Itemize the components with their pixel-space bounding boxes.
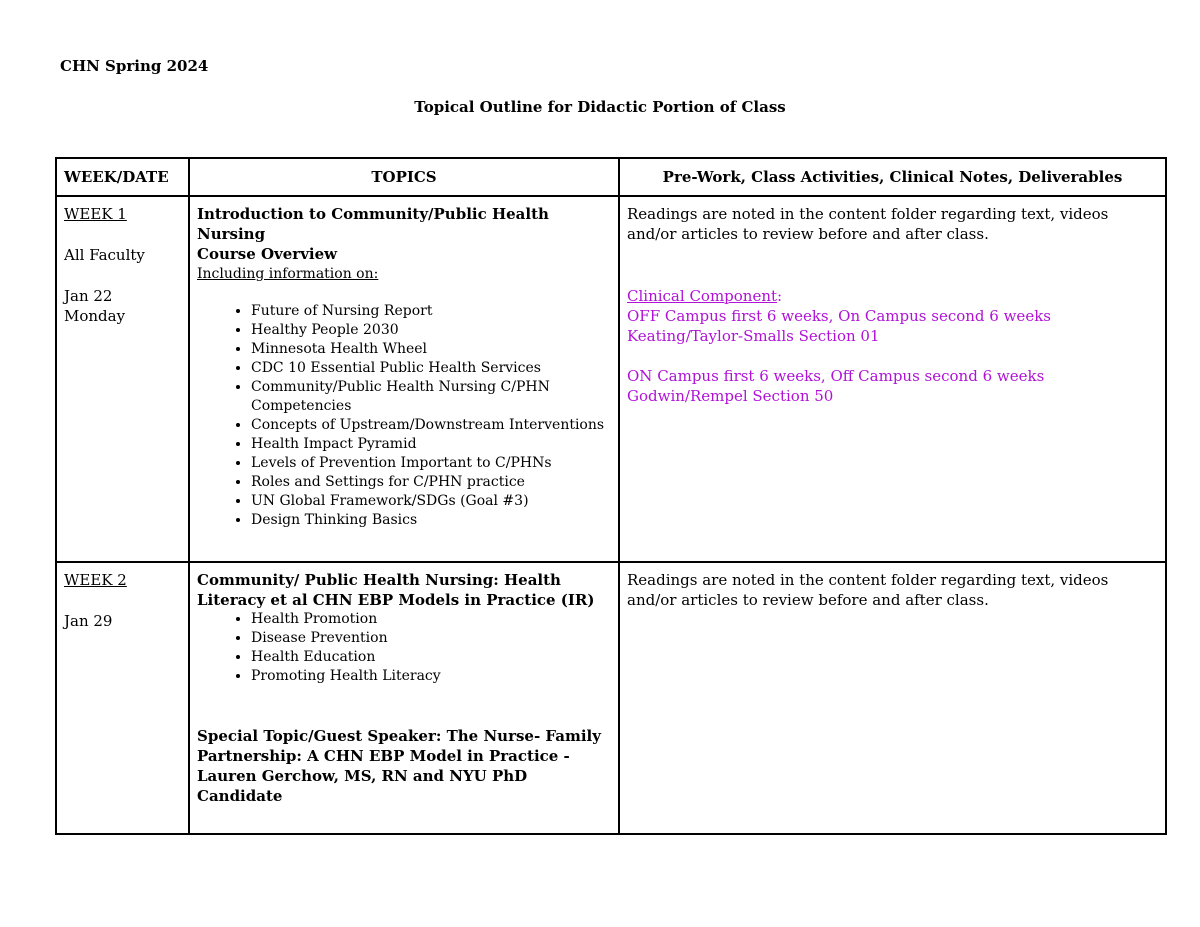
week-1-topic-subtitle: Course Overview bbox=[197, 245, 338, 263]
week-2-readings-note: Readings are noted in the content folder regarding text, videos and/or articles to review before and after class. bbox=[627, 571, 1109, 609]
week-2-guest-speaker: Special Topic/Guest Speaker: The Nurse- Family Partnership: A CHN EBP Model in Practice - Lauren Gerchow, MS, RN and NYU PhD Candidate bbox=[197, 727, 601, 805]
document-header: CHN Spring 2024 bbox=[60, 57, 209, 75]
week-2-date-cell bbox=[56, 562, 189, 834]
document-title: Topical Outline for Didactic Portion of Class bbox=[414, 98, 786, 116]
list-item: • Promoting Health Literacy bbox=[251, 667, 611, 686]
week-1-day: Monday bbox=[64, 307, 126, 325]
clinical-component-link[interactable]: Clinical Component bbox=[627, 287, 778, 305]
week-1-readings-note: Readings are noted in the content folder regarding text, videos and/or articles to review before and after class. bbox=[627, 205, 1109, 243]
column-header-week: WEEK/DATE bbox=[56, 158, 189, 196]
week-1-date-cell bbox=[56, 196, 189, 562]
column-header-notes: Pre-Work, Class Activities, Clinical Notes, Deliverables bbox=[619, 158, 1166, 196]
week-1-clinical-heading bbox=[627, 286, 1158, 306]
list-item: • Levels of Prevention Important to C/PHNs bbox=[251, 454, 611, 473]
outline-table bbox=[55, 157, 1167, 835]
clinical-schedule-on-campus: ON Campus first 6 weeks, Off Campus second 6 weeks bbox=[627, 367, 1045, 385]
week-2-date: Jan 29 bbox=[64, 612, 113, 630]
list-item: • CDC 10 Essential Public Health Services bbox=[251, 359, 611, 378]
clinical-colon: : bbox=[777, 287, 783, 305]
clinical-section-50: Godwin/Rempel Section 50 bbox=[627, 387, 834, 405]
week-2-notes-cell bbox=[619, 562, 1166, 834]
list-item: • Roles and Settings for C/PHN practice bbox=[251, 473, 611, 492]
column-header-topics: TOPICS bbox=[189, 158, 619, 196]
table-row-week-1 bbox=[56, 196, 1166, 562]
list-item: • Health Education bbox=[251, 648, 611, 667]
list-item: • Concepts of Upstream/Downstream Interventions bbox=[251, 416, 611, 435]
week-1-including-label: Including information on: bbox=[197, 266, 379, 282]
list-item: • Community/Public Health Nursing C/PHN Competencies bbox=[251, 378, 611, 416]
week-1-faculty: All Faculty bbox=[64, 246, 145, 264]
week-2-label: WEEK 2 bbox=[64, 571, 127, 589]
table-row-week-2 bbox=[56, 562, 1166, 834]
week-2-topic-list bbox=[197, 610, 611, 686]
header-row bbox=[56, 158, 1166, 196]
week-1-notes-cell bbox=[619, 196, 1166, 562]
week-1-topic-title: Introduction to Community/Public Health Nursing bbox=[197, 205, 549, 243]
week-2-topic-title: Community/ Public Health Nursing: Health Literacy et al CHN EBP Models in Practice (IR) bbox=[197, 571, 595, 609]
list-item: • Design Thinking Basics bbox=[251, 511, 611, 530]
week-2-topics-cell bbox=[189, 562, 619, 834]
list-item: • Minnesota Health Wheel bbox=[251, 340, 611, 359]
week-1-date: Jan 22 bbox=[64, 287, 113, 305]
week-1-label: WEEK 1 bbox=[64, 205, 127, 223]
list-item: • Healthy People 2030 bbox=[251, 321, 611, 340]
list-item: • Health Impact Pyramid bbox=[251, 435, 611, 454]
clinical-section-01: Keating/Taylor-Smalls Section 01 bbox=[627, 327, 880, 345]
clinical-schedule-off-campus: OFF Campus first 6 weeks, On Campus second 6 weeks bbox=[627, 307, 1051, 325]
list-item: • Future of Nursing Report bbox=[251, 302, 611, 321]
week-1-topics-cell bbox=[189, 196, 619, 562]
list-item: • Disease Prevention bbox=[251, 629, 611, 648]
list-item: • UN Global Framework/SDGs (Goal #3) bbox=[251, 492, 611, 511]
list-item: • Health Promotion bbox=[251, 610, 611, 629]
week-1-topic-list bbox=[197, 302, 611, 530]
